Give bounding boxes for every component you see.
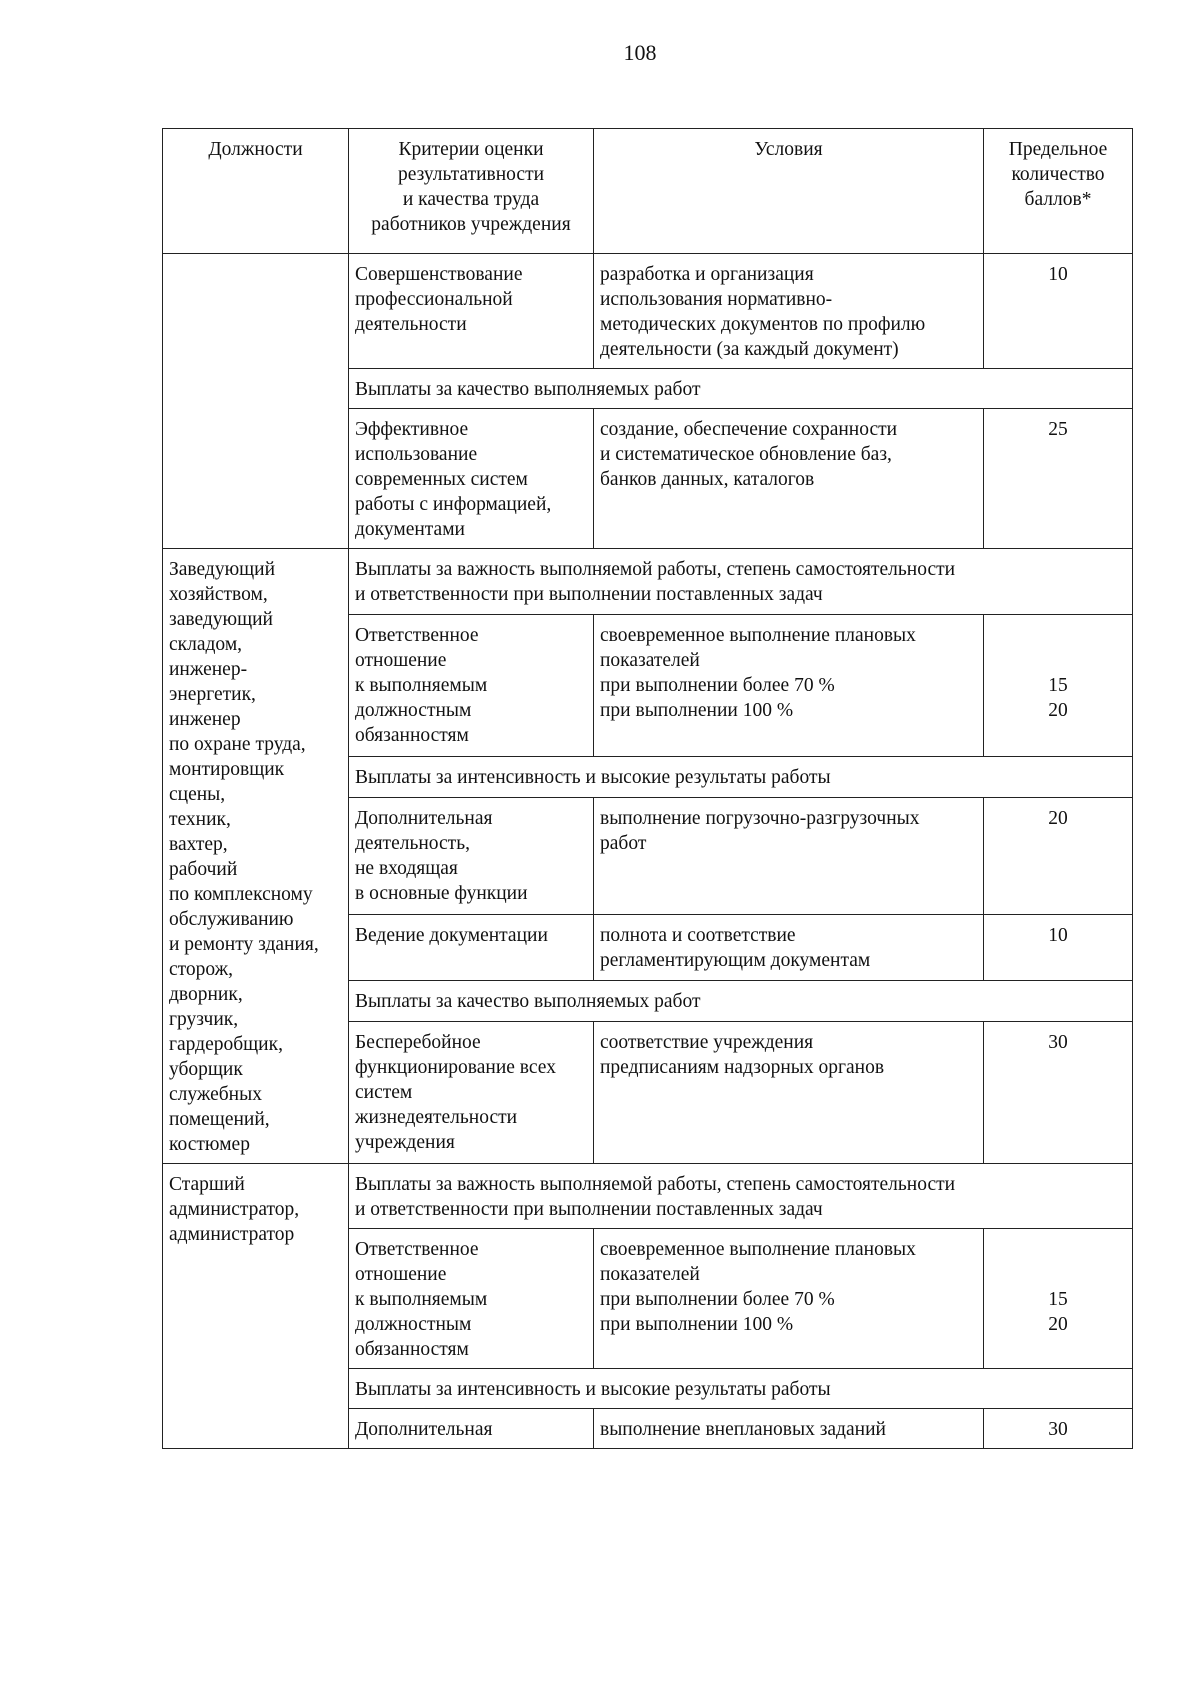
condition-cell: разработка и организация использования нормативно- методических документов по профилю деятельности (за каждый документ) (594, 254, 984, 369)
criterion-cell: Ответственное отношение к выполняемым должностным обязанностям (349, 1229, 594, 1369)
header-criteria: Критерии оценки результативности и качества труда работников учреждения (349, 129, 594, 254)
condition-cell: выполнение погрузочно-разгрузочных работ (594, 798, 984, 915)
page-number: 108 (623, 40, 657, 65)
table-row (163, 254, 1133, 369)
position-cell: Заведующий хозяйством, заведующий складом, инженер- энергетик, инженер по охране труда, монтировщик сцены, техник, вахтер, рабочий по комплексному обслуживанию и ремонту здания, сторож, дворник, грузчик, гардеробщик, уборщик служебных помещений, костюмер (163, 549, 349, 1164)
header-position: Должности (163, 129, 349, 254)
points-cell: 20 (984, 798, 1133, 915)
header-points: Предельное количество баллов* (984, 129, 1133, 254)
position-cell (163, 254, 349, 549)
section-title: Выплаты за качество выполняемых работ (349, 980, 1133, 1021)
criteria-table (162, 128, 1133, 1449)
criterion-cell: Ведение документации (349, 914, 594, 980)
condition-cell: своевременное выполнение плановых показателей при выполнении более 70 % при выполнении 100 % (594, 615, 984, 757)
section-title: Выплаты за качество выполняемых работ (349, 369, 1133, 409)
section-title: Выплаты за интенсивность и высокие результаты работы (349, 1369, 1133, 1409)
position-cell: Старший администратор, администратор (163, 1164, 349, 1449)
section-row (163, 1164, 1133, 1229)
condition-cell: своевременное выполнение плановых показателей при выполнении более 70 % при выполнении 100 % (594, 1229, 984, 1369)
points-cell: 30 (984, 1409, 1133, 1449)
condition-cell: выполнение внеплановых заданий (594, 1409, 984, 1449)
section-title: Выплаты за интенсивность и высокие результаты работы (349, 757, 1133, 798)
section-title: Выплаты за важность выполняемой работы, степень самостоятельности и ответственности при выполнении поставленных задач (349, 1164, 1133, 1229)
points-cell: 10 (984, 254, 1133, 369)
header-conditions: Условия (594, 129, 984, 254)
criterion-cell: Эффективное использование современных систем работы с информацией, документами (349, 409, 594, 549)
condition-cell: соответствие учреждения предписаниям надзорных органов (594, 1021, 984, 1163)
table-body (163, 254, 1133, 1449)
criterion-cell: Дополнительная деятельность, не входящая в основные функции (349, 798, 594, 915)
criterion-cell: Дополнительная (349, 1409, 594, 1449)
section-row (163, 549, 1133, 615)
condition-cell: создание, обеспечение сохранности и систематическое обновление баз, банков данных, каталогов (594, 409, 984, 549)
points-cell: 30 (984, 1021, 1133, 1163)
points-cell: 10 (984, 914, 1133, 980)
table-header-row (163, 129, 1133, 254)
points-cell: 15 20 (984, 1229, 1133, 1369)
points-cell: 15 20 (984, 615, 1133, 757)
condition-cell: полнота и соответствие регламентирующим документам (594, 914, 984, 980)
points-cell: 25 (984, 409, 1133, 549)
criterion-cell: Бесперебойное функционирование всех систем жизнедеятельности учреждения (349, 1021, 594, 1163)
section-title: Выплаты за важность выполняемой работы, степень самостоятельности и ответственности при выполнении поставленных задач (349, 549, 1133, 615)
criterion-cell: Совершенствование профессиональной деятельности (349, 254, 594, 369)
criterion-cell: Ответственное отношение к выполняемым должностным обязанностям (349, 615, 594, 757)
